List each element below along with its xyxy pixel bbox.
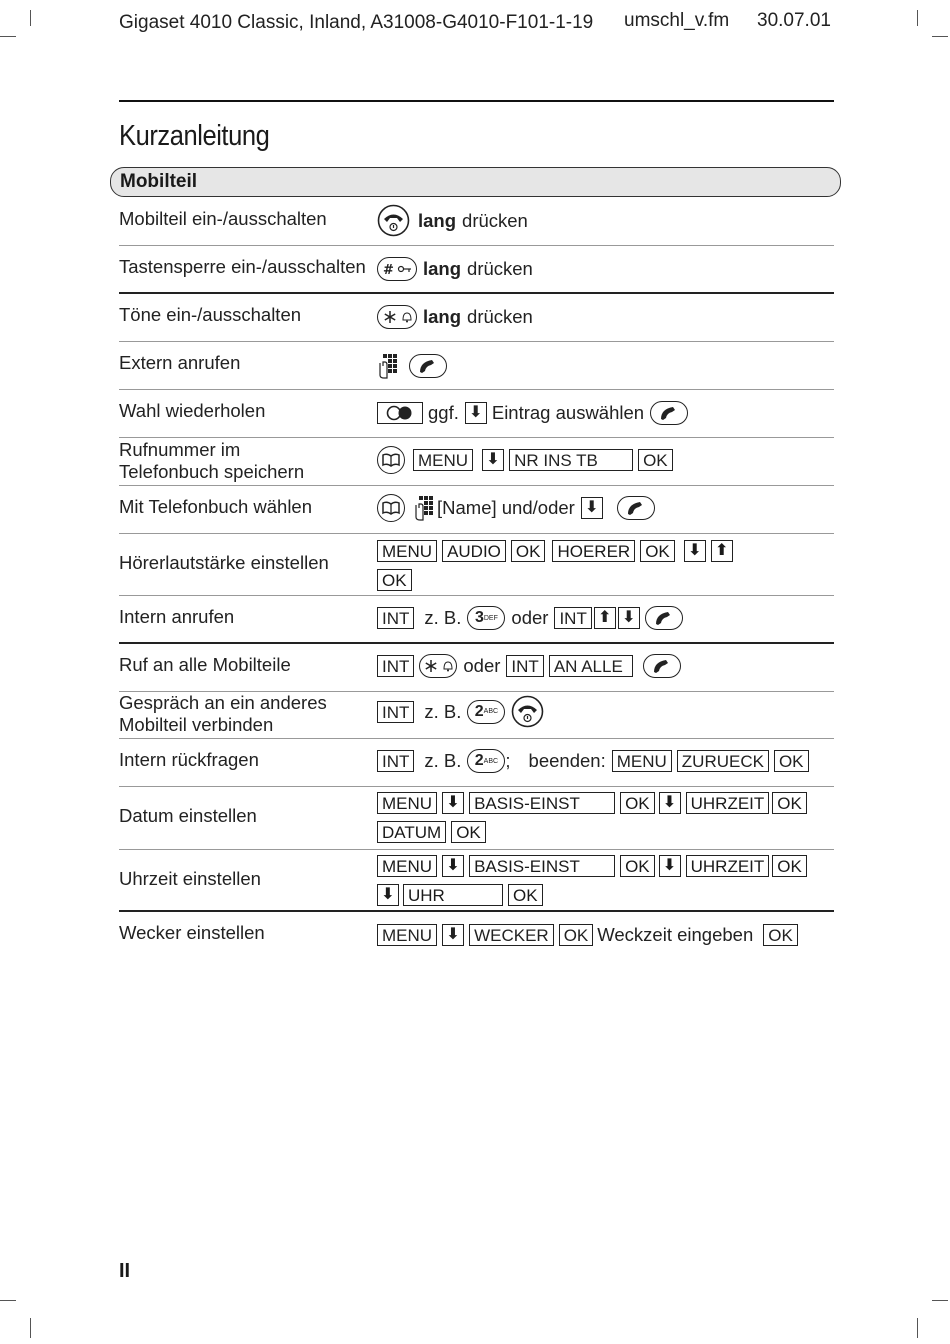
table-row <box>119 486 834 534</box>
crop-mark <box>0 36 16 37</box>
digit-2-sub: ABC <box>483 708 499 715</box>
semicolon: ; <box>505 750 511 771</box>
phonebook-key-icon <box>377 446 405 474</box>
audio-softkey: AUDIO <box>442 540 506 562</box>
word-oder: oder <box>511 607 549 628</box>
arrow-down-icon: ⬇ <box>659 792 681 814</box>
ok-softkey: OK <box>377 569 412 591</box>
row-action <box>377 204 534 237</box>
arrow-down-icon: ⬇ <box>442 924 464 946</box>
int-softkey: INT <box>377 655 414 677</box>
crop-mark <box>917 10 918 26</box>
row-action <box>377 749 814 773</box>
row-label: Datum einstellen <box>119 805 257 826</box>
digit-2-sub: ABC <box>483 757 499 765</box>
int-softkey: INT <box>377 701 414 723</box>
wecker-softkey: WECKER <box>469 924 554 946</box>
uhr-softkey: UHR <box>403 884 503 906</box>
row-action <box>377 606 689 630</box>
menu-softkey: MENU <box>377 855 437 877</box>
row-action <box>377 257 539 281</box>
call-key-icon <box>409 354 447 378</box>
int-softkey: INT <box>554 607 591 629</box>
row-label: Wecker einstellen <box>119 922 265 943</box>
arrow-down-icon: ⬇ <box>465 402 487 424</box>
crop-mark <box>30 10 31 26</box>
row-label: Intern rückfragen <box>119 749 259 770</box>
table-row <box>119 692 834 739</box>
arrow-down-icon: ⬇ <box>442 855 464 877</box>
word-lang: lang <box>423 258 462 279</box>
star-key-icon <box>377 305 417 329</box>
menu-softkey: MENU <box>413 449 473 471</box>
int-softkey: INT <box>506 655 543 677</box>
basis-einst-softkey: BASIS-EINST <box>469 855 615 877</box>
table-row <box>119 787 834 850</box>
digit-3-key <box>467 606 505 630</box>
arrow-down-icon: ⬇ <box>482 449 504 471</box>
keypad-icon <box>377 353 401 379</box>
an-alle-softkey: AN ALLE <box>549 655 633 677</box>
row-action <box>377 855 812 877</box>
table-row <box>119 739 834 787</box>
row-action <box>377 446 678 474</box>
arrow-down-icon: ⬇ <box>377 884 399 906</box>
ok-softkey: OK <box>559 924 594 946</box>
table-row <box>119 912 834 960</box>
table-row <box>119 294 834 342</box>
row-label: Rufnummer im Telefonbuch speichern <box>119 439 305 482</box>
row-label: Hörerlautstärke einstellen <box>119 552 329 573</box>
row-action <box>377 305 539 329</box>
word-druecken: drücken <box>467 258 533 279</box>
row-label: Wahl wiederholen <box>119 400 266 421</box>
end-call-icon <box>377 204 410 237</box>
menu-softkey: MENU <box>377 924 437 946</box>
row-action <box>377 401 694 425</box>
end-call-icon <box>511 695 544 728</box>
row-label: Intern anrufen <box>119 606 235 627</box>
row-action <box>377 924 803 946</box>
row-label: Ruf an alle Mobilteile <box>119 654 291 675</box>
word-eintrag: Eintrag auswählen <box>491 402 645 423</box>
int-softkey: INT <box>377 607 414 629</box>
uhrzeit-softkey: UHRZEIT <box>686 855 770 877</box>
word-ggf: ggf. <box>428 402 459 423</box>
menu-softkey: MENU <box>612 750 672 772</box>
call-key-icon <box>643 654 681 678</box>
ok-softkey: OK <box>640 540 675 562</box>
word-beenden: beenden: <box>528 750 606 771</box>
call-key-icon <box>650 401 688 425</box>
word-weckzeit: Weckzeit eingeben <box>597 924 754 945</box>
ok-softkey: OK <box>774 750 809 772</box>
word-zb: z. B. <box>424 607 462 628</box>
row-action-line2 <box>377 821 491 843</box>
row-label: Uhrzeit einstellen <box>119 868 261 889</box>
digit-3-label: 3 <box>474 609 484 626</box>
arrow-down-icon: ⬇ <box>659 855 681 877</box>
row-label: Tastensperre ein-/ausschalten <box>119 256 366 277</box>
menu-softkey: MENU <box>377 540 437 562</box>
digit-2-label: 2 <box>474 752 484 769</box>
ok-softkey: OK <box>620 855 655 877</box>
arrow-down-icon: ⬇ <box>684 540 706 562</box>
header-file: umschl_v.fm <box>624 10 730 31</box>
row-label: Gespräch an ein anderes Mobilteil verbinden <box>119 692 327 735</box>
call-key-icon <box>617 496 655 520</box>
page-title: Kurzanleitung <box>119 120 270 152</box>
arrow-down-icon: ⬇ <box>581 497 603 519</box>
menu-softkey: MENU <box>377 792 437 814</box>
arrow-up-icon: ⬆ <box>594 607 616 629</box>
crop-mark <box>932 1300 948 1301</box>
ok-softkey: OK <box>772 855 807 877</box>
crop-mark <box>0 1300 16 1301</box>
header-product: Gigaset 4010 Classic, Inland, A31008-G4010-F101-1-19 <box>119 12 594 33</box>
row-action <box>377 494 661 522</box>
hash-key-icon <box>377 257 417 281</box>
table-row <box>119 596 834 644</box>
table-row <box>119 390 834 438</box>
star-key-icon <box>419 654 457 678</box>
row-action <box>377 654 687 678</box>
ok-softkey: OK <box>763 924 798 946</box>
word-oder: oder <box>463 655 501 676</box>
digit-2-key <box>467 700 505 724</box>
row-label: Töne ein-/ausschalten <box>119 304 302 325</box>
row-action <box>377 353 453 379</box>
int-softkey: INT <box>377 750 414 772</box>
word-zb: z. B. <box>424 700 462 722</box>
call-key-icon <box>645 606 683 630</box>
table-row <box>119 198 834 246</box>
svg-text:#: # <box>383 263 394 277</box>
table-row <box>119 246 834 294</box>
digit-2-key <box>467 749 505 773</box>
word-lang: lang <box>423 306 462 327</box>
keypad-icon <box>413 495 437 521</box>
arrow-down-icon: ⬇ <box>618 607 640 629</box>
word-lang: lang <box>418 209 457 231</box>
redial-key-icon <box>377 402 423 424</box>
digit-3-sub: DEF <box>483 614 498 622</box>
uhrzeit-softkey: UHRZEIT <box>686 792 770 814</box>
crop-mark <box>917 1318 918 1338</box>
zurueck-softkey: ZURUECK <box>677 750 769 772</box>
row-action <box>377 695 544 728</box>
table-row <box>119 534 834 596</box>
nr-ins-tb-softkey: NR INS TB <box>509 449 633 471</box>
section-title: Mobilteil <box>120 171 198 192</box>
table-row <box>119 850 834 912</box>
ok-softkey: OK <box>508 884 543 906</box>
page-number: II <box>119 1260 131 1282</box>
arrow-up-icon: ⬆ <box>711 540 733 562</box>
table-row <box>119 644 834 692</box>
word-druecken: drücken <box>462 209 528 231</box>
ok-softkey: OK <box>772 792 807 814</box>
section-header <box>110 167 841 197</box>
word-druecken: drücken <box>467 306 533 327</box>
table-row <box>119 438 834 486</box>
row-label: Extern anrufen <box>119 352 241 373</box>
row-label: Mit Telefonbuch wählen <box>119 496 313 517</box>
table-row <box>119 342 834 390</box>
digit-2-label: 2 <box>474 702 484 720</box>
header-date: 30.07.01 <box>757 10 831 31</box>
ok-softkey: OK <box>620 792 655 814</box>
row-action-line2 <box>377 569 417 591</box>
datum-softkey: DATUM <box>377 821 446 843</box>
row-action <box>377 540 738 562</box>
phonebook-key-icon <box>377 494 405 522</box>
hoerer-softkey: HOERER <box>552 540 635 562</box>
word-zb: z. B. <box>424 750 462 771</box>
row-action <box>377 792 812 814</box>
ok-softkey: OK <box>638 449 673 471</box>
crop-mark <box>932 36 948 37</box>
crop-mark <box>30 1318 31 1338</box>
arrow-down-icon: ⬇ <box>442 792 464 814</box>
basis-einst-softkey: BASIS-EINST <box>469 792 615 814</box>
header-rule <box>119 100 834 102</box>
word-name: [Name] und/oder <box>437 497 575 518</box>
row-action-line2 <box>377 884 548 906</box>
row-label: Mobilteil ein-/ausschalten <box>119 208 327 229</box>
ok-softkey: OK <box>451 821 486 843</box>
ok-softkey: OK <box>511 540 546 562</box>
